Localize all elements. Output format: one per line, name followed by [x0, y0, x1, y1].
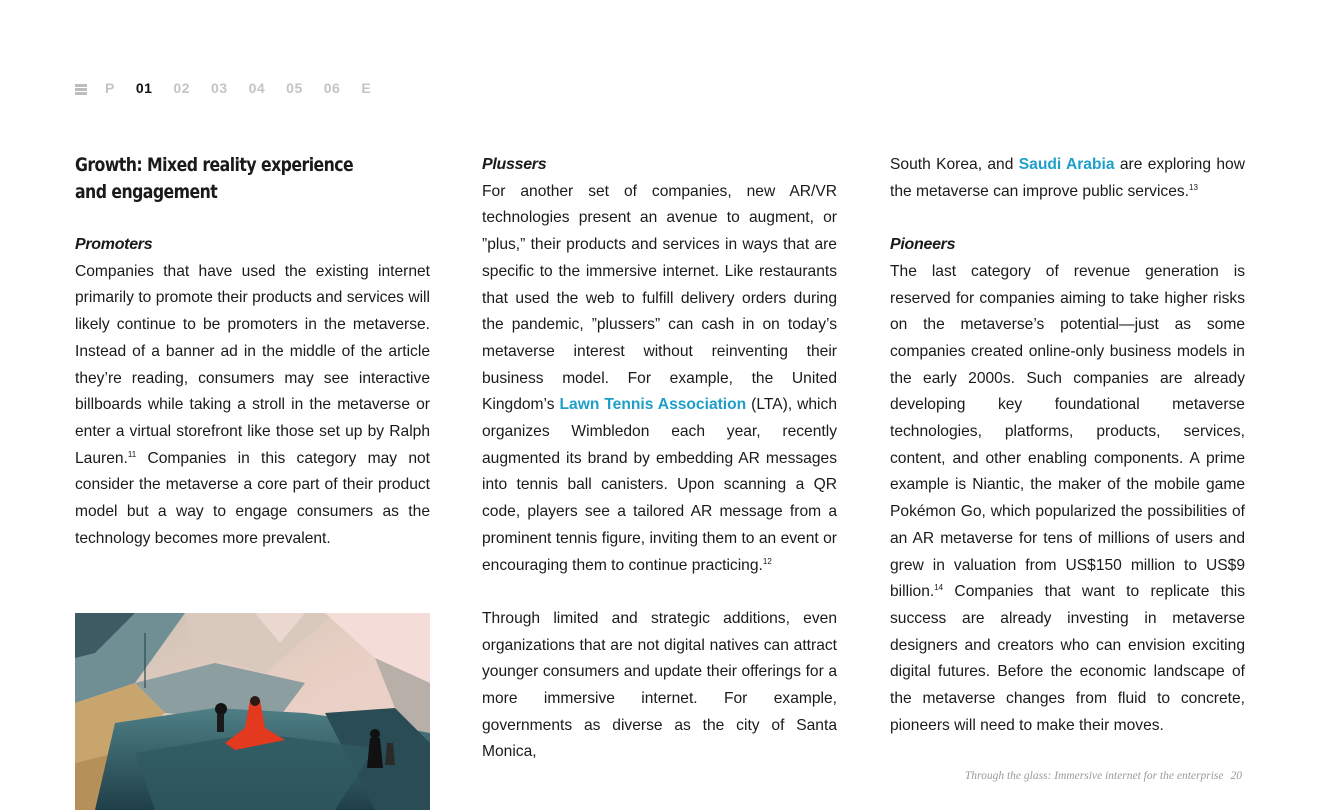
- plussers-paragraph: [482, 179, 837, 580]
- promoters-text-b: Companies in this category may not consider the metaverse a core part of their product model but a way to engage consumers as the technology becomes more prevalent.: [75, 449, 430, 547]
- metaverse-artwork-image: [75, 613, 430, 810]
- page-number: 20: [1230, 770, 1242, 782]
- nav-item-02[interactable]: 02: [173, 80, 190, 96]
- column-3: [890, 152, 1245, 739]
- heading-line-1: Growth: Mixed reality experience: [75, 154, 354, 176]
- footnote-13[interactable]: 13: [1189, 182, 1198, 192]
- column-1: [75, 152, 430, 552]
- promoters-paragraph: [75, 259, 430, 553]
- nav-item-05[interactable]: 05: [286, 80, 303, 96]
- page-footer: [965, 770, 1242, 782]
- public-services-text-b: are exploring how the metaverse can improve public services.: [890, 156, 1245, 200]
- subhead-promoters: Promoters: [75, 236, 153, 253]
- nav-item-04[interactable]: 04: [248, 80, 266, 96]
- subhead-pioneers: Pioneers: [890, 236, 956, 254]
- column-2: [482, 152, 837, 766]
- pioneers-text-b: Companies that want to replicate this success are already investing in metaverse designers and creators who can envision exciting digital futures. Before the economic landscape of the metaverse changes from fluid to concrete, pioneers will need to make their moves.: [890, 583, 1245, 734]
- footnote-11[interactable]: 11: [127, 449, 137, 459]
- nav-item-p[interactable]: P: [105, 80, 115, 96]
- subhead-plussers: Plussers: [482, 156, 547, 173]
- menu-icon[interactable]: [75, 82, 87, 95]
- nav-item-03[interactable]: 03: [211, 80, 228, 96]
- pioneers-paragraph: [890, 259, 1245, 740]
- promoters-text-a: Companies that have used the existing internet primarily to promote their products and services will likely continue to be promoters in the metaverse. Instead of a banner ad in the middle of the article they’re reading, consumers may see interactive billboards while taking a stroll in the metaverse or enter a virtual storefront like those set up by Ralph Lauren.: [75, 262, 430, 467]
- strategic-additions-paragraph: Through limited and strategic additions, even organizations that are not digital natives can attract younger consumers and update their offerings for a more immersive internet. For example, governments as diverse as the city of Santa Monica,: [482, 609, 837, 761]
- plussers-text-b: (LTA), which organizes Wimbledon each year, recently augmented its brand by embedding AR messages into tennis ball canisters. Upon scanning a QR code, players see a tailored AR message from a prominent tennis figure, inviting them to an event or encouraging them to continue practicing.: [482, 396, 837, 574]
- public-services-text-a: South Korea, and: [890, 156, 1019, 173]
- section-nav: [75, 78, 392, 98]
- nav-item-e[interactable]: E: [361, 80, 372, 96]
- saudi-arabia-link[interactable]: Saudi Arabia: [1018, 156, 1115, 173]
- public-services-paragraph: [890, 152, 1245, 205]
- nav-item-06[interactable]: 06: [323, 80, 341, 96]
- lawn-tennis-association-link[interactable]: Lawn Tennis Association: [559, 396, 747, 414]
- footnote-14[interactable]: 14: [934, 583, 944, 593]
- heading-line-2: and engagement: [75, 181, 218, 203]
- footer-title: Through the glass: Immersive internet for the enterprise: [964, 770, 1224, 782]
- section-heading: [75, 152, 402, 206]
- pioneers-text-a: The last category of revenue generation is reserved for companies aiming to take higher risks on the metaverse’s potential—just as some companies created online-only business models in the early 2000s. Such companies are already developing key foundational metaverse technologies, platforms, products, services, content, and other enabling components. A prime example is Niantic, the maker of the mobile game Pokémon Go, which popularized the possibilities of an AR metaverse for tens of millions of users and grew in valuation from US$150 million to US$9 billion.: [890, 262, 1245, 601]
- plussers-text-a: For another set of companies, new AR/VR technologies present an avenue to augment, or ”plus,” their products and services in ways that are specific to the immersive internet. Like restaurants that used the web to fulfill delivery orders during the pandemic, ”plussers” can cash in on today’s metaverse interest without reinventing their business model. For example, the United Kingdom’s: [482, 182, 837, 414]
- footnote-12[interactable]: 12: [762, 556, 772, 566]
- nav-item-01[interactable]: 01: [135, 80, 153, 96]
